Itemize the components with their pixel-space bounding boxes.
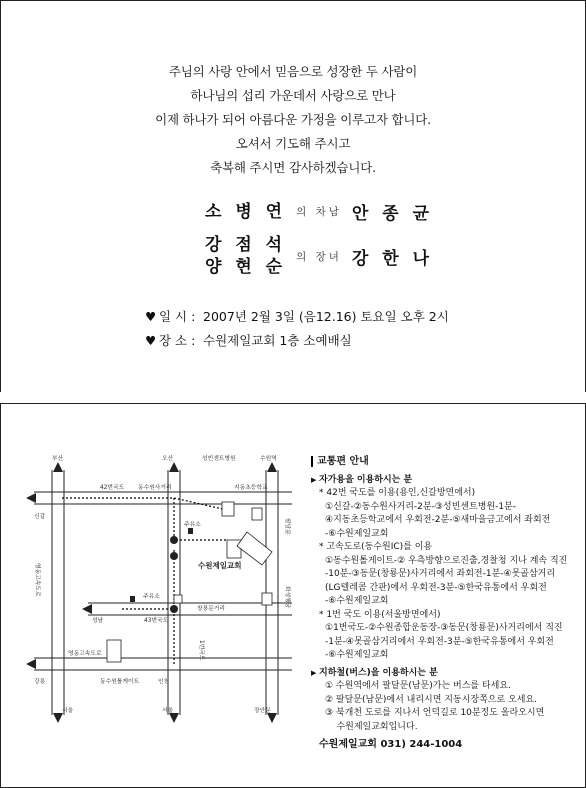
- guide-line: ①신갈-②동수원사거리-2분-③성빈센트병원-1분-: [325, 501, 516, 512]
- road-east: [266, 470, 278, 715]
- triangle-bullet-icon: ▶: [311, 668, 317, 677]
- verse-line: 하나님의 섭리 가운데서 사랑으로 만나: [190, 88, 396, 103]
- building-icon: [262, 593, 272, 605]
- guide-line: -1분-④못골삼거리에서 우회전-3분-⑤한국유통에서 우회전: [325, 636, 554, 647]
- arrow-down-icon: [267, 713, 277, 723]
- date-label: 일 시 :: [159, 309, 196, 324]
- verse-line: 주님의 사랑 안에서 믿음으로 성장한 두 사람이: [168, 64, 418, 79]
- groom-name: 안 종 균: [351, 204, 433, 224]
- bride-father-name: 강 점 석: [205, 235, 287, 255]
- arrow-left-icon: [26, 659, 36, 669]
- heart-icon: ♥: [145, 333, 157, 348]
- gas-station-icon: [188, 528, 193, 534]
- guide-line: ③ 북개천 도로를 지나서 언덕길로 10분정도 올라오시면: [325, 708, 545, 718]
- bride-parents: [205, 234, 286, 278]
- arrow-down-icon: [53, 713, 63, 723]
- event-info: [145, 305, 449, 353]
- label-dongsuwon: 동수원사거리: [138, 485, 172, 491]
- bride-name: 강 한 나: [351, 248, 433, 269]
- intersection-dot: [170, 552, 178, 560]
- place-label: 장 소 :: [159, 333, 196, 348]
- label-route1: 1번국도: [198, 640, 204, 661]
- arrow-left-icon: [82, 604, 92, 614]
- guide-line: * 고속도로(동수원IC)를 이용: [319, 542, 433, 552]
- label-seoul-1: 서울: [62, 708, 74, 714]
- label-youngdong: 영동고속도로: [68, 651, 102, 657]
- guide-line: ①동수원톨게이트-② 우측방향으로진출,경찰청 지나 계속 직진: [325, 555, 568, 566]
- groom-parent-name: 소 병 연: [205, 201, 287, 222]
- guide-line: 수원제일교회입니다.: [325, 721, 418, 732]
- label-changryong: 창룡문거리: [197, 606, 225, 612]
- guide-line: (LG텔레콤 간판)에서 우회전-3분-⑤한국유통에서 우회전: [325, 582, 547, 593]
- arrow-left-icon: [26, 493, 36, 503]
- intersection-dot: [170, 605, 178, 613]
- building-icon: [174, 595, 182, 603]
- label-route43: 43번국도: [144, 618, 169, 624]
- title-bar-icon: [311, 456, 313, 467]
- large-arrow-icon: [237, 532, 272, 565]
- guide-line: * 1번 국도 이용(서울방면에서): [319, 609, 441, 620]
- label-gas-station: 주유소: [184, 522, 201, 528]
- label-sungbin: 성빈센트병원: [202, 456, 236, 462]
- groom-row: [205, 199, 433, 224]
- guide-line: ① 수원역에서 팔달문(남문)가는 버스를 타세요.: [325, 681, 511, 691]
- date-value: 2007년 2월 3일 (음12.16) 토요일 오후 2시: [203, 309, 449, 324]
- guide-line: ①1번국도-②수원종합운동장-③동문(창룡문)사거리에서 직진: [325, 623, 563, 633]
- place-row: [145, 329, 449, 353]
- label-dongsuwon-gate: 동수원톨게이트: [100, 679, 140, 685]
- directions-map: [22, 440, 302, 730]
- guide-line: ④지동초등학교에서 우회전-2분-⑤새마을금고에서 좌회전: [325, 515, 551, 525]
- gas-station-icon: [130, 596, 135, 602]
- transport-guide: [311, 455, 581, 752]
- date-row: [145, 305, 449, 329]
- arrow-down-icon: [169, 713, 179, 723]
- triangle-bullet-icon: ▶: [311, 475, 317, 484]
- label-expressway-vertical: 영동고속도로: [34, 563, 40, 597]
- label-seongnam: 성남: [92, 618, 104, 624]
- road-west: [52, 470, 64, 715]
- verse-line: 오셔서 기도해 주시고: [235, 136, 351, 151]
- car-section-title: ▶ 자가용을 이용하시는 분: [311, 474, 581, 488]
- arrow-up-icon: [169, 462, 179, 472]
- subway-section-title: ▶ 지하철(버스)을 이용하시는 분: [311, 667, 581, 681]
- guide-title: 교통편 안내: [311, 455, 581, 469]
- label-busan: 부산: [52, 456, 64, 462]
- place-value: 수원제일교회 1층 소예배실: [203, 333, 352, 348]
- heart-icon: ♥: [145, 309, 157, 324]
- label-janganmun: 장안문: [254, 708, 271, 714]
- groom-relation: 의 차남: [296, 206, 342, 218]
- label-hwaseong: 화성행궁: [284, 586, 290, 609]
- arrow-up-icon: [53, 462, 63, 472]
- label-route42: 42번국도: [100, 485, 125, 491]
- building-icon: [222, 502, 234, 516]
- label-seoul-2: 서울: [162, 708, 174, 714]
- bride-relation: 의 장녀: [296, 250, 342, 263]
- road-expressway: [34, 658, 292, 670]
- verse-line: 축복해 주시면 감사하겠습니다.: [210, 160, 376, 175]
- tollgate-icon: [107, 640, 121, 662]
- label-incheon: 인천: [158, 679, 170, 685]
- label-gas-station-2: 주유소: [143, 594, 160, 600]
- guide-line: -⑥수원제일교회: [325, 650, 389, 660]
- invitation-verse: [0, 60, 586, 180]
- intersection-dot: [170, 536, 178, 544]
- bride-row: [205, 234, 433, 278]
- label-singal: 신갈: [34, 514, 46, 520]
- building-icon: [252, 508, 262, 520]
- route-path: [122, 550, 174, 664]
- guide-line: -⑥수원제일교회: [325, 596, 389, 606]
- label-jidong: 지동초등학교: [234, 485, 268, 491]
- label-suwon-station: 수원역: [260, 456, 277, 462]
- guide-line: * 42번 국도를 이용(용인,신갈방면에서): [319, 488, 476, 498]
- verse-line: 이제 하나가 되어 아름다운 가정을 이루고자 합니다.: [155, 112, 431, 127]
- guide-line: -⑥수원제일교회: [325, 528, 389, 539]
- arrow-up-icon: [267, 462, 277, 472]
- bride-mother-name: 양 현 순: [205, 257, 287, 277]
- guide-line: -10분-③동문(창룡문)사거리에서 좌회전-1분-④못골삼거리: [325, 569, 556, 579]
- label-paldalmun: 팔달문: [284, 518, 290, 535]
- road-changryong: [88, 603, 292, 615]
- label-church: 수원제일교회: [198, 561, 242, 570]
- label-osan: 오산: [162, 456, 174, 462]
- label-gangneung: 강릉: [34, 679, 46, 685]
- church-phone: 수원제일교회 031) 244-1004: [319, 739, 463, 750]
- guide-line: ② 팔달문(남문)에서 내리시면 지동시장쪽으로 오세요.: [325, 694, 537, 705]
